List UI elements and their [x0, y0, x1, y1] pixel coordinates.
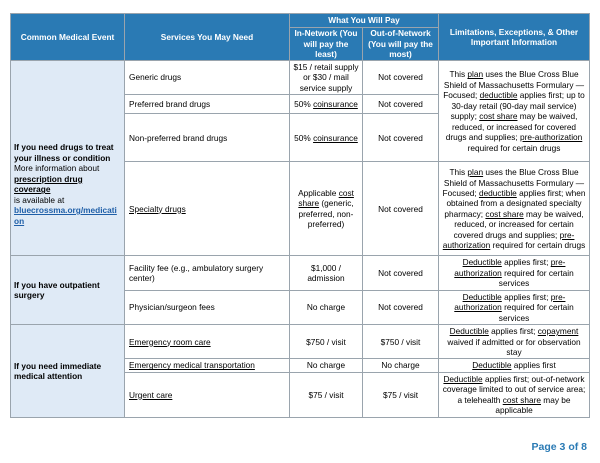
service-generic-drugs: Generic drugs — [125, 61, 290, 95]
in-network-specialty: Applicable cost share (generic, preferred, non-preferred) — [290, 162, 363, 256]
in-network-emergency-room: $750 / visit — [290, 325, 363, 359]
event-drugs-title: If you need drugs to treat your illness or condition — [14, 142, 114, 163]
page-number: Page 3 of 8 — [531, 441, 587, 453]
service-emergency-transport[interactable]: Emergency medical transportation — [125, 359, 290, 372]
in-network-generic: $15 / retail supply or $30 / mail service supply — [290, 61, 363, 95]
header-what-you-pay: What You Will Pay — [290, 14, 439, 28]
event-immediate-title: If you need immediate medical attention — [14, 360, 102, 381]
header-event: Common Medical Event — [11, 14, 125, 61]
in-network-non-preferred: 50% coinsurance — [290, 114, 363, 162]
plan-link[interactable]: plan — [467, 69, 484, 80]
limitations-drugs: This plan uses the Blue Cross Blue Shield of Massachusetts Formulary — Focused; deductible applies first; up to 30-day retail (90-day mail service) supply; cost share may be waived, reduced, or increased for covered drugs and supplies; pre-authorization required for certain drugs — [439, 61, 590, 162]
service-emergency-room[interactable]: Emergency room care — [125, 325, 290, 359]
limitations-emergency-room: Deductible applies first; copayment waived if admitted or for observation stay — [439, 325, 590, 359]
cost-share-link[interactable]: cost share — [502, 394, 541, 405]
pre-authorization-link[interactable]: pre-authorization — [454, 257, 566, 278]
deductible-link[interactable]: Deductible — [462, 291, 502, 302]
out-network-urgent-care: $75 / visit — [363, 372, 439, 417]
event-outpatient-title: If you have outpatient surgery — [14, 279, 100, 301]
out-network-specialty: Not covered — [363, 162, 439, 256]
out-network-emergency-transport: No charge — [363, 359, 439, 372]
copayment-link[interactable]: copayment — [537, 326, 579, 337]
service-urgent-care[interactable]: Urgent care — [125, 372, 290, 417]
deductible-link[interactable]: deductible — [478, 187, 517, 198]
event-drugs-more-info: More information about — [14, 163, 100, 174]
service-preferred-brand: Preferred brand drugs — [125, 95, 290, 114]
header-out-network: Out-of-Network (You will pay the most) — [363, 28, 439, 61]
coinsurance-link[interactable]: coinsurance — [313, 99, 358, 110]
event-drugs-available: is available at — [14, 194, 65, 205]
deductible-link[interactable]: Deductible — [449, 326, 489, 337]
header-in-network: In-Network (You will pay the least) — [290, 28, 363, 61]
medication-url-link[interactable]: bluecrossma.org/medication — [14, 205, 117, 226]
in-network-facility: $1,000 / admission — [290, 256, 363, 290]
service-facility-fee: Facility fee (e.g., ambulatory surgery center) — [125, 256, 290, 290]
limitations-urgent-care: Deductible applies first; out-of-network coverage limited to out of service area; a telehealth cost share may be applicable — [439, 372, 590, 417]
pre-authorization-link[interactable]: pre-authorization — [454, 291, 566, 313]
cost-share-link[interactable]: cost share — [485, 208, 524, 219]
pre-authorization-link[interactable]: pre-authorization — [520, 132, 583, 143]
limitations-specialty: This plan uses the Blue Cross Blue Shield of Massachusetts Formulary — Focused; deductible applies first; when obtained from a designated specialty pharmacy; cost share may be waived, reduced, or increased for certain covered drugs and supplies; pre-authorization required for certain drugs — [439, 162, 590, 256]
deductible-link[interactable]: Deductible — [472, 360, 512, 371]
prescription-coverage-link[interactable]: prescription drug coverage — [14, 173, 83, 195]
table-row — [11, 325, 590, 359]
service-specialty-drugs[interactable]: Specialty drugs — [125, 162, 290, 256]
deductible-link[interactable]: deductible — [479, 90, 518, 101]
header-limitations: Limitations, Exceptions, & Other Important Information — [439, 14, 590, 61]
event-outpatient — [11, 256, 125, 325]
table-row — [11, 256, 590, 290]
coinsurance-link[interactable]: coinsurance — [313, 132, 358, 143]
table-row — [11, 61, 590, 95]
in-network-emergency-transport: No charge — [290, 359, 363, 372]
in-network-physician: No charge — [290, 290, 363, 324]
header-services: Services You May Need — [125, 14, 290, 61]
in-network-preferred: 50% coinsurance — [290, 95, 363, 114]
limitations-facility: Deductible applies first; pre-authorization required for certain services — [439, 256, 590, 290]
out-network-non-preferred: Not covered — [363, 114, 439, 162]
out-network-preferred: Not covered — [363, 95, 439, 114]
out-network-emergency-room: $750 / visit — [363, 325, 439, 359]
out-network-physician: Not covered — [363, 290, 439, 324]
in-network-urgent-care: $75 / visit — [290, 372, 363, 417]
service-physician-fees: Physician/surgeon fees — [125, 290, 290, 324]
cost-share-link[interactable]: cost share — [479, 111, 518, 122]
out-network-generic: Not covered — [363, 61, 439, 95]
benefits-table — [10, 13, 590, 418]
event-drugs — [11, 61, 125, 256]
limitations-physician: Deductible applies first; pre-authorization required for certain services — [439, 290, 590, 324]
deductible-link[interactable]: Deductible — [462, 257, 502, 268]
limitations-emergency-transport: Deductible applies first — [439, 359, 590, 372]
cost-share-link[interactable]: cost share — [298, 187, 354, 209]
deductible-link[interactable]: Deductible — [443, 373, 483, 384]
pre-authorization-link[interactable]: pre-authorization — [442, 229, 575, 251]
service-non-preferred-brand: Non-preferred brand drugs — [125, 114, 290, 162]
plan-link[interactable]: plan — [467, 167, 484, 178]
out-network-facility: Not covered — [363, 256, 439, 290]
event-immediate — [11, 325, 125, 418]
